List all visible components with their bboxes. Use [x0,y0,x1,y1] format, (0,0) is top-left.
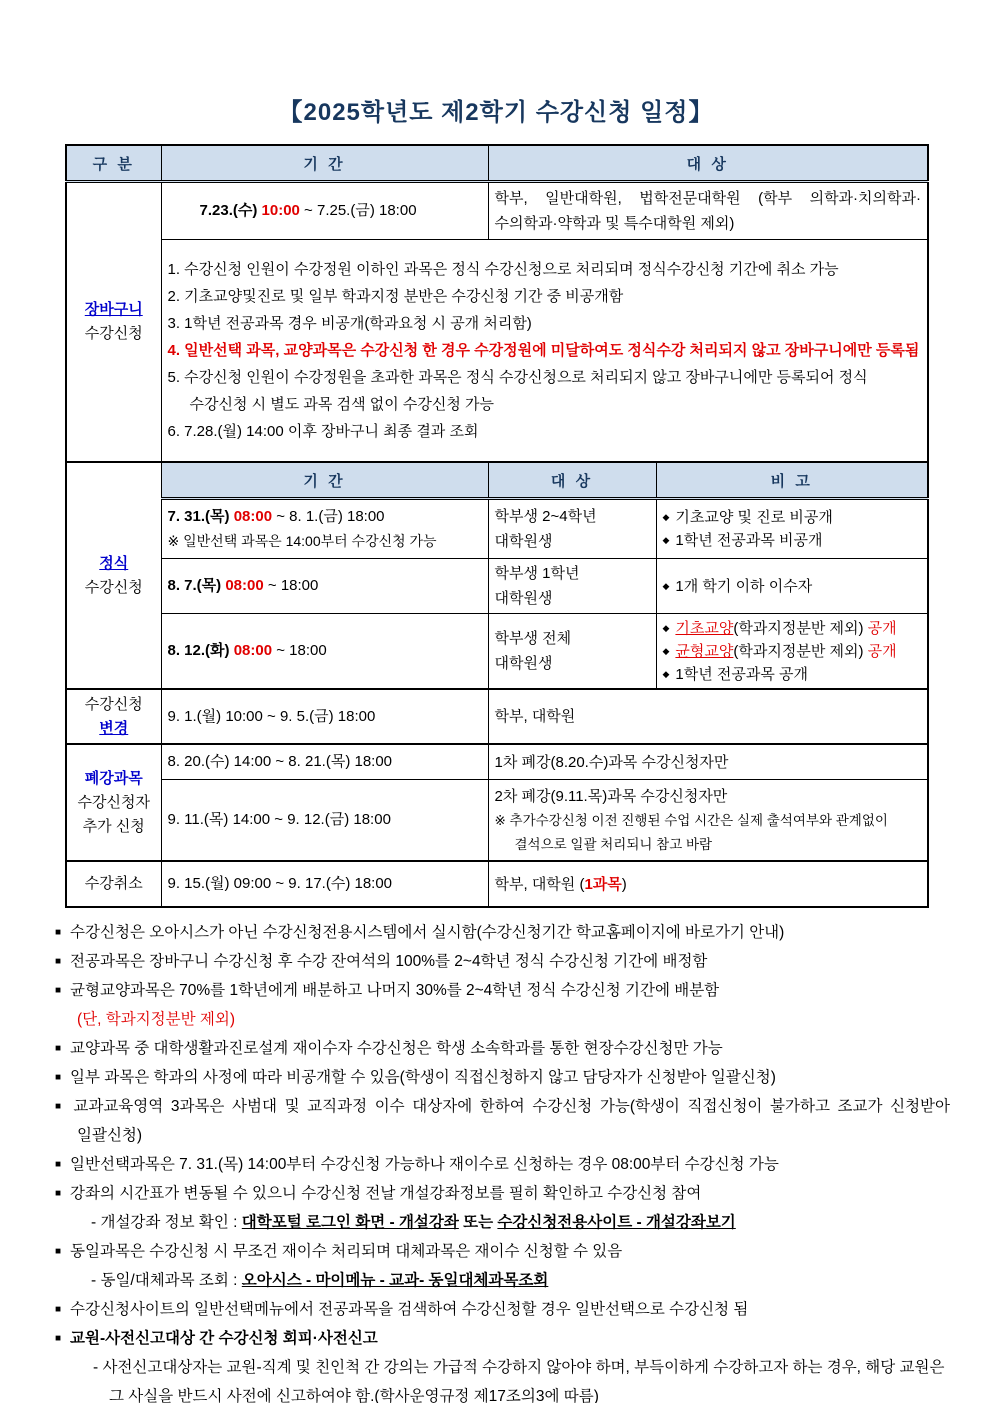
footnote-10 [55,1295,950,1324]
footnote-11-sub: - 사전신고대상자는 교원-직계 및 친인척 간 강의는 가급적 수강하지 않아야 하며, 부득이하게 수강하고자 하는 경우, 해당 교원은 그 사실을 반드시 사전에 신고하여야 함.(학사운영규정 제17조의3에 따름) [93,1359,945,1403]
header2-cell-remark: 비 고 [656,462,928,499]
change-label-line1: 수강신청 [84,695,143,713]
formal-row2-rest: ~ 18:00 [263,577,319,594]
footnote-3-red-note: (단, 학과지정분반 제외) [77,1011,236,1028]
footnote-8-sub-prefix: - 개설강좌 정보 확인 : [91,1214,242,1231]
cart-period-time: 10:00 [261,202,300,219]
cancel-target-post: ) [621,875,627,893]
square-bullet-icon: ■ [55,1043,62,1054]
formal-row1-remarks [656,499,928,559]
bullet-diamond-icon: ◆ [662,645,670,656]
header-cell-period: 기 간 [161,145,488,182]
closed-row-1 [66,744,928,780]
closed-label-line2: 수강신청자 [77,793,150,811]
footnote-8-sub [55,1208,950,1237]
footnote-text: 강좌의 시간표가 변동될 수 있으니 수강신청 전날 개설강좌정보를 필히 확인하고 수강신청 참여 [70,1185,702,1202]
header-cell-target: 대 상 [488,145,928,182]
closed-row2-period: 9. 11.(목) 14:00 ~ 9. 12.(금) 18:00 [161,780,488,862]
formal-row1-target-line1: 학부생 2~4학년 [494,508,597,525]
cart-label-sub: 수강신청 [84,325,143,342]
footnote-2 [55,947,950,976]
footnote-1 [55,918,950,947]
cart-period-date: 7.23.(수) [199,202,258,219]
footnote-text: 전공과목은 장바구니 수강신청 후 수강 잔여석의 100%를 2~4학년 정식 수강신청 기간에 배정함 [70,953,708,970]
formal-row2-target-line2: 대학원생 [494,590,553,607]
cart-notes-row [66,240,928,463]
cart-note-2: 2. 기초교양및진로 및 일부 학과지정 분반은 수강신청 기간 중 비공개함 [167,288,624,305]
remark-item: 1학년 전공과목 공개 [675,665,809,683]
cancel-target-pre: 학부, 대학원 ( [494,875,585,893]
remark-open-label: 공개 [867,642,897,660]
square-bullet-icon: ■ [55,1188,62,1199]
formal-row-2 [66,559,928,614]
footnote-text: 교과교육영역 3과목은 사범대 및 교직과정 이수 대상자에 한하여 수강신청 가능(학생이 직접신청이 불가하고 조교가 신청받아 일괄신청) [73,1098,950,1144]
change-period-cell: 9. 1.(월) 10:00 ~ 9. 5.(금) 18:00 [161,689,488,744]
header-cell-category: 구 분 [66,145,161,182]
closed-row2-target-line1: 2차 폐강(9.11.목)과목 수강신청자만 [494,787,728,805]
cart-period-row [66,182,928,240]
cart-period-rest: ~ 7.25.(금) 18:00 [299,202,417,219]
cancel-label-cell: 수강취소 [66,861,161,907]
table-header-row-2 [66,462,928,499]
formal-row2-target-line1: 학부생 1학년 [494,565,580,582]
change-row [66,689,928,744]
footnote-3 [55,976,950,1005]
formal-row-1 [66,499,928,559]
footnote-6 [55,1092,950,1150]
cart-label-cell [66,182,161,463]
cancel-period-cell: 9. 15.(월) 09:00 ~ 9. 17.(수) 18:00 [161,861,488,907]
closed-row2-target [488,780,928,862]
remark-item: 1학년 전공과목 비공개 [675,532,823,549]
change-label-cell [66,689,161,744]
formal-row2-time: 08:00 [225,577,264,594]
square-bullet-icon: ■ [55,1072,62,1083]
footnote-text: 동일과목은 수강신청 시 무조건 재이수 처리되며 대체과목은 재이수 신청할 수 있음 [70,1243,623,1260]
cart-note-4: 4. 일반선택 과목, 교양과목은 수강신청 한 경우 수강정원에 미달하여도 정식수강 처리되지 않고 장바구니에만 등록됨 [167,342,920,359]
remark-balanced-liberal-link: 균형교양 [675,642,734,660]
footnote-text: 일부 과목은 학과의 사정에 따라 비공개할 수 있음(학생이 직접신청하지 않고 담당자가 신청받아 일괄신청) [70,1069,776,1086]
cancel-target-cell [488,861,928,907]
regsite-path-link: 수강신청전용사이트 - 개설강좌보기 [497,1214,736,1231]
formal-row3-target-line2: 대학원생 [494,655,553,672]
bullet-diamond-icon: ◆ [662,535,670,545]
change-target-cell: 학부, 대학원 [488,689,928,744]
cart-notes-cell [161,240,928,463]
remark-item: 1개 학기 이하 이수자 [675,577,813,595]
formal-row-3 [66,614,928,690]
footnote-text: 교양과목 중 대학생활과진로설계 재이수자 수강신청은 학생 소속학과를 통한 현장수강신청만 가능 [70,1040,723,1057]
header2-cell-period: 기 간 [161,462,488,499]
footnote-text: 수강신청사이트의 일반선택메뉴에서 전공과목을 검색하여 수강신청할 경우 일반선택으로 수강신청 됨 [70,1301,749,1318]
bullet-diamond-icon: ◆ [662,512,670,522]
footnote-8 [55,1179,950,1208]
footnote-8-sub-mid: 또는 [458,1214,498,1231]
cart-target-cell: 학부, 일반대학원, 법학전문대학원 (학부 의학과·치의학과·수의학과·약학과 및 특수대학원 제외) [488,182,928,240]
square-bullet-icon: ■ [55,1246,62,1257]
table-header-row-1 [66,145,928,182]
cart-note-3: 3. 1학년 전공과목 경우 비공개(학과요청 시 공개 처리함) [167,315,532,332]
closed-label-cell [66,744,161,861]
footnote-9-sub [55,1266,950,1295]
schedule-table [65,144,929,908]
formal-row2-target [488,559,656,614]
footnote-text: 수강신청은 오아시스가 아닌 수강신청전용시스템에서 실시함(수강신청기간 학교홈페이지에 바로가기 안내) [70,924,785,941]
formal-row1-rest: ~ 8. 1.(금) 18:00 [272,508,385,525]
formal-label-link: 정식 [99,554,129,572]
footnote-9 [55,1237,950,1266]
closed-row-2 [66,780,928,862]
footnote-9-sub-prefix: - 동일/대체과목 조회 : [91,1272,242,1289]
square-bullet-icon: ■ [55,927,62,938]
remark-text: (학과지정분반 제외) [733,619,868,637]
remark-text: (학과지정분반 제외) [733,642,868,660]
closed-row1-period: 8. 20.(수) 14:00 ~ 8. 21.(목) 18:00 [161,744,488,780]
cancel-row [66,861,928,907]
footnote-11-title: 교원-사전신고대상 간 수강신청 회피·사전신고 [70,1330,378,1347]
footnote-4 [55,1034,950,1063]
bullet-diamond-icon: ◆ [662,668,670,679]
square-bullet-icon: ■ [55,985,62,996]
formal-row1-time: 08:00 [233,508,273,525]
square-bullet-icon: ■ [55,1159,62,1170]
formal-row1-date: 7. 31.(목) [167,508,230,525]
formal-row3-period [161,614,488,690]
cancel-target-count: 1과목 [584,875,622,893]
footnote-5 [55,1063,950,1092]
footnotes-section [55,918,950,1403]
formal-row3-date: 8. 12.(화) [167,642,230,659]
change-label-link: 변경 [99,719,129,737]
footnote-11 [55,1324,950,1353]
formal-row2-remarks [656,559,928,614]
formal-label-sub: 수강신청 [84,578,143,596]
formal-row1-period [161,499,488,559]
portal-path-link: 대학포털 로그인 화면 - 개설강좌 [241,1214,459,1231]
closed-label-title: 폐강과목 [84,769,143,787]
cart-note-1: 1. 수강신청 인원이 수강정원 이하인 과목은 정식 수강신청으로 처리되며 정식수강신청 기간에 취소 가능 [167,261,839,278]
bullet-diamond-icon: ◆ [662,622,670,633]
header2-cell-target: 대 상 [488,462,656,499]
footnote-7 [55,1150,950,1179]
closed-row1-target: 1차 폐강(8.20.수)과목 수강신청자만 [488,744,928,780]
cart-note-5: 5. 수강신청 인원이 수강정원을 초과한 과목은 정식 수강신청으로 처리되지 않고 장바구니에만 등록되어 정식 수강신청 시 별도 과목 검색 없이 수강신청 가능 [167,369,868,413]
page-title: 【2025학년도 제2학기 수강신청 일정】 [278,99,714,126]
oasis-path-link: 오아시스 - 마이메뉴 - 교과- 동일대체과목조회 [241,1272,549,1289]
formal-row1-note: ※ 일반선택 과목은 14:00부터 수강신청 가능 [167,533,437,549]
cart-label-link: 장바구니 [84,301,143,318]
footnote-text: 균형교양과목은 70%를 1학년에게 배분하고 나머지 30%를 2~4학년 정식 수강신청 기간에 배분함 [70,982,720,999]
formal-label-cell [66,462,161,689]
closed-row2-note: ※ 추가수강신청 이전 진행된 수업 시간은 실제 출석여부와 관계없이 결석으로 일괄 처리되니 참고 바람 [494,812,888,852]
formal-row1-target-line2: 대학원생 [494,533,553,550]
footnote-text: 일반선택과목은 7. 31.(목) 14:00부터 수강신청 가능하나 재이수로 신청하는 경우 08:00부터 수강신청 가능 [70,1156,779,1173]
remark-open-label: 공개 [867,619,897,637]
remark-basic-liberal-link: 기초교양 [675,619,734,637]
formal-row3-target [488,614,656,690]
remark-item: 기초교양 및 진로 비공개 [675,509,833,526]
formal-row3-target-line1: 학부생 전체 [494,630,572,647]
formal-row2-date: 8. 7.(목) [167,577,222,594]
formal-row2-period [161,559,488,614]
closed-label-line3: 추가 신청 [82,817,145,835]
bullet-diamond-icon: ◆ [662,580,670,591]
formal-row3-rest: ~ 18:00 [272,642,327,659]
cart-note-6: 6. 7.28.(월) 14:00 이후 장바구니 최종 결과 조회 [167,423,479,440]
cart-period-cell [161,182,488,240]
square-bullet-icon: ■ [55,1333,62,1344]
formal-row1-target [488,499,656,559]
formal-row3-remarks [656,614,928,690]
square-bullet-icon: ■ [55,1304,62,1315]
formal-row3-time: 08:00 [233,642,273,659]
square-bullet-icon: ■ [55,956,62,967]
square-bullet-icon: ■ [55,1101,65,1112]
